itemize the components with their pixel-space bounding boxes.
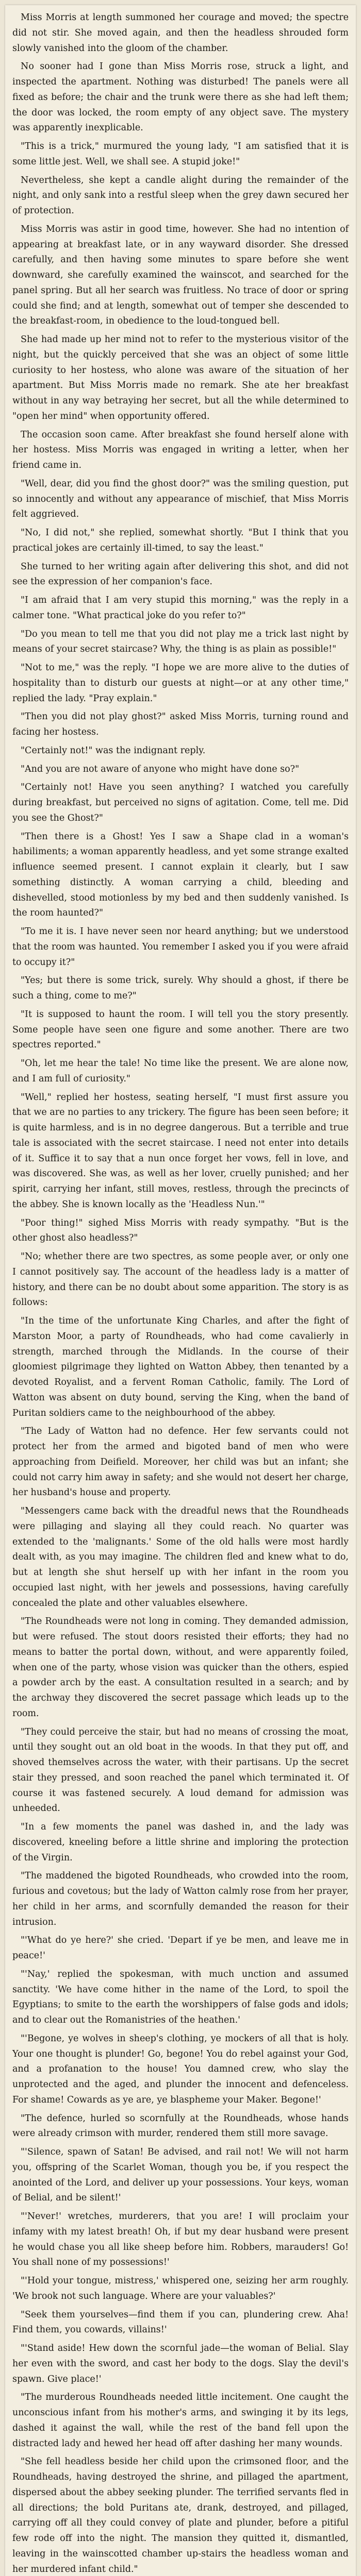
article-paragraph: Miss Morris at length summoned her courage and moved; the spectre did not stir. She moved again, and then the headless shrouded form slowly vanished into the gloom of the chamber. bbox=[12, 12, 349, 54]
article-paragraph: "'Never!' wretches, murderers, that you are! I will proclaim your infamy with my latest breath! Oh, if but my dear husband were present he would chase you all like sheep before him. Robbers, marauders! Go! You shall none of my possessions!' bbox=[12, 2211, 349, 2268]
article-paragraph: "The maddened the bigoted Roundheads, who crowded into the room, furious and covetous; but the lady of Watton calmly rose from her prayer, her child in her arms, and scornfully demanded the reason for their intrusion. bbox=[12, 1871, 349, 1927]
article-paragraph: "'What do ye here?' she cried. 'Depart if ye be men, and leave me in peace!' bbox=[12, 1935, 349, 1961]
article-paragraph: "In the time of the unfortunate King Charles, and after the fight of Marston Moor, a party of Roundheads, who had come cavalierly in strength, marched through the Midlands. In the course of their gloomiest pilgrimage they lighted on Watton Abbey, then tenanted by a devoted Royalist, and a fervent Roman Catholic, family. The Lord of Watton was absent on duty bound, serving the King, when the band of Puritan soldiers came to the neighbourhood of the abbey. bbox=[12, 1316, 349, 1418]
article-paragraph: "To me it is. I have never seen nor heard anything; but we understood that the room was haunted. You remember I asked you if you were afraid to occupy it?" bbox=[12, 926, 349, 968]
article-paragraph: "Certainly not!" was the indignant reply. bbox=[21, 745, 206, 756]
article-paragraph: "Do you mean to tell me that you did not play me a trick last night by means of your secret staircase? Why, the thing is as plain as possible!" bbox=[12, 629, 349, 655]
article-paragraph: "The Lady of Watton had no defence. Her few servants could not protect her from the armed and bigoted band of men who were approaching from Deifield. Moreover, her child was but an infant; she could not carry him away in safety; and she would not desert her charge, her husband's house and property. bbox=[12, 1426, 349, 1498]
article-paragraph: "'Nay,' replied the spokesman, with much unction and assumed sanctity. 'We have come hither in the name of the Lord, to spoil the Egyptians; to smite to the earth the worshippers of false gods and idols; and to clear out the Romanistries of the heathen.' bbox=[12, 1969, 349, 2025]
article-paragraph: "Poor thing!" sighed Miss Morris with ready sympathy. "But is the other ghost also headless?" bbox=[12, 1217, 349, 1244]
article-paragraph: "Oh, let me hear the tale! No time like the present. We are alone now, and I am full of curiosity." bbox=[12, 1058, 349, 1084]
newspaper-column bbox=[5, 5, 356, 2576]
article-paragraph: She had made up her mind not to refer to the mysterious visitor of the night, but the quickly perceived that she was an object of some little curiosity to her hostess, who alone was aware of the situation of her apartment. But Miss Morris made no remark. She ate her breakfast without in any way betraying her secret, but all the while determined to "open her mind" when opportunity offered. bbox=[12, 334, 349, 421]
article-paragraph: "No; whether there are two spectres, as some people aver, or only one I cannot positively say. The account of the headless lady is a matter of history, and there can be no doubt about some apparition. The story is as follows: bbox=[12, 1251, 349, 1308]
article-paragraph: "It is supposed to haunt the room. I will tell you the story presently. Some people have seen one figure and some another. There are two spectres reported." bbox=[12, 1009, 349, 1050]
article-paragraph: No sooner had I gone than Miss Morris rose, struck a light, and inspected the apartment. Nothing was disturbed! The panels were all fixed as before; the chair and the trunk were there as she had left them; the door was locked, the room empty of any object save. The mystery was apparently inexplicable. bbox=[12, 61, 349, 133]
article-paragraph: Nevertheless, she kept a candle alight during the remainder of the night, and only sank into a restful sleep when the grey dawn secured her of protection. bbox=[12, 175, 349, 216]
article-paragraph: "Certainly not! Have you seen anything? I watched you carefully during breakfast, but perceived no signs of agitation. Come, tell me. Did you see the Ghost?" bbox=[12, 782, 349, 823]
article-paragraph: "This is a trick," murmured the young lady, "I am satisfied that it is some little jest. Well, we shall see. A stupid joke!" bbox=[12, 141, 349, 167]
article-paragraph: "'Hold your tongue, mistress,' whispered one, seizing her arm roughly. 'We brook not such language. Where are your valuables?' bbox=[12, 2276, 349, 2301]
article-paragraph: "'Begone, ye wolves in sheep's clothing, ye mockers of all that is holy. Your one thought is plunder! Go, begone! You do rebel against your God, and a profanation to the house! You damned crew, who slay the unprotected and the aged, and plunder the innocent and defenceless. For shame! Cowards as ye are, ye blaspheme your Maker. Begone!' bbox=[12, 2033, 349, 2105]
article-paragraph: "Well, dear, did you find the ghost door?" was the smiling question, put so innocently and without any appearance of mischief, that Miss Morris felt aggrieved. bbox=[12, 478, 349, 520]
article-paragraph: "Yes; but there is some trick, surely. Why should a ghost, if there be such a thing, come to me?" bbox=[12, 975, 349, 1001]
article-paragraph: "'Stand aside! Hew down the scornful jade—the woman of Belial. Slay her even with the sword, and cast her body to the dogs. Slay the devil's spawn. Give place!' bbox=[12, 2343, 349, 2384]
article-paragraph: "The murderous Roundheads needed little incitement. One caught the unconscious infant from his mother's arms, and swinging it by its legs, dashed it against the wall, while the rest of the band fell upon the distracted lady and hewed her head off after dashing her many wounds. bbox=[12, 2392, 349, 2449]
article-paragraph: "Then there is a Ghost! Yes I saw a Shape clad in a woman's habiliments; a woman apparently headless, and yet some strange exalted influence seemed present. I cannot explain it clearly, but I saw something distinctly. A woman carrying a child, bleeding and dishevelled, stood motionless by my bed and then suddenly vanished. Is the room haunted?" bbox=[12, 831, 349, 919]
article-paragraph: "'Silence, spawn of Satan! Be advised, and rail not! We will not harm you, offspring of the Scarlet Woman, though you be, if you respect the anointed of the Lord, and deliver up your possessions. Your keys, woman of Belial, and be silent!' bbox=[12, 2147, 349, 2204]
article-paragraph: "Well," replied her hostess, seating herself, "I must first assure you that we are no parties to any trickery. The figure has been seen before; it is quite harmless, and is in no degree dangerous. But a terrible and true tale is associated with the secret staircase. I need not enter into details of it. Suffice it to say that a nun once forget her vows, fell in love, and was discovered. She was, as well as her lover, cruelly punished; and her spirit, carrying her infant, still moves, restless, through the precincts of the abbey. She is known locally as the 'Headless Nun.'" bbox=[12, 1092, 349, 1210]
article-paragraph: "Then you did not play ghost?" asked Miss Morris, turning round and facing her hostess. bbox=[12, 711, 349, 737]
article-paragraph: Miss Morris was astir in good time, however. She had no intention of appearing at breakfast late, or in any wayward disorder. She dressed carefully, and then having some minutes to spare before she went downward, she carefully examined the wainscot, and searched for the panel spring. But all her search was fruitless. No trace of door or spring could she find; and at length, somewhat out of temper she descended to the breakfast-room, in obedience to the loud-tongued bell. bbox=[12, 224, 349, 327]
article-paragraph: "The Roundheads were not long in coming. They demanded admission, but were refused. The stout doors resisted their efforts; they had no means to batter the portal down, without, and were apparently foiled, when one of the party, whose vision was quicker than the others, espied a powder arch by the east. A consultation resulted in a search; and by the archway they discovered the secret passage which leads up to the room. bbox=[12, 1616, 349, 1719]
article-paragraph: She turned to her writing again after delivering this shot, and did not see the expression of her companion's face. bbox=[12, 561, 349, 587]
article-paragraph: "Not to me," was the reply. "I hope we are more alive to the duties of hospitality than to disturb our guests at night—or at any other time," replied the lady. "Pray explain." bbox=[12, 663, 349, 704]
article-paragraph: The occasion soon came. After breakfast she found herself alone with her hostess. Miss Morris was engaged in writing a letter, when her friend came in. bbox=[12, 429, 349, 470]
article-paragraph: "I am afraid that I am very stupid this morning," was the reply in a calmer tone. "What practical joke do you refer to?" bbox=[12, 595, 349, 621]
article-paragraph: "In a few moments the panel was dashed in, and the lady was discovered, kneeling before a little shrine and imploring the protection of the Virgin. bbox=[12, 1822, 349, 1863]
article-paragraph: "No, I did not," she replied, somewhat shortly. "But I think that you practical jokes are certainly ill-timed, to say the least." bbox=[12, 528, 349, 553]
article-paragraph: "Messengers came back with the dreadful news that the Roundheads were pillaging and slaying all they could reach. No quarter was extended to the 'malignants.' Some of the old halls were most hardly dealt with, as you may imagine. The children fled and knew what to do, but at length she shut herself up with her infant in the room you occupied last night, with her jewels and possessions, having carefully concealed the plate and other valuables elsewhere. bbox=[12, 1506, 349, 1608]
article-paragraph: "Seek them yourselves—find them if you can, plundering crew. Aha! Find them, you cowards, villains!' bbox=[12, 2309, 349, 2335]
article-paragraph: "She fell headless beside her child upon the crimsoned floor, and the Roundheads, having destroyed the shrine, and pillaged the apartment, dispersed about the abbey seeking plunder. The terrified servants fled in all directions; the bold Puritans ate, drank, destroyed, and pillaged, carrying off all they could convey of plate and plunder, before a pitiful few rode off into the night. The mansion they quitted it, dismantled, leaving in the wainscotted chamber up-stairs the headless woman and her murdered infant child." bbox=[12, 2456, 349, 2574]
article-paragraph: "The defence, hurled so scornfully at the Roundheads, whose hands were already crimson with murder, rendered them still more savage. bbox=[12, 2113, 349, 2139]
article-paragraph: "They could perceive the stair, but had no means of crossing the moat, until they sought out an old boat in the woods. In that they put off, and shoved themselves across the water, with their partisans. Up the secret stair they pressed, and soon reached the panel which terminated it. Of course it was fastened securely. A loud demand for admission was unheeded. bbox=[12, 1726, 349, 1814]
article-body bbox=[5, 5, 356, 2576]
article-paragraph: "And you are not aware of anyone who might have done so?" bbox=[21, 764, 300, 774]
